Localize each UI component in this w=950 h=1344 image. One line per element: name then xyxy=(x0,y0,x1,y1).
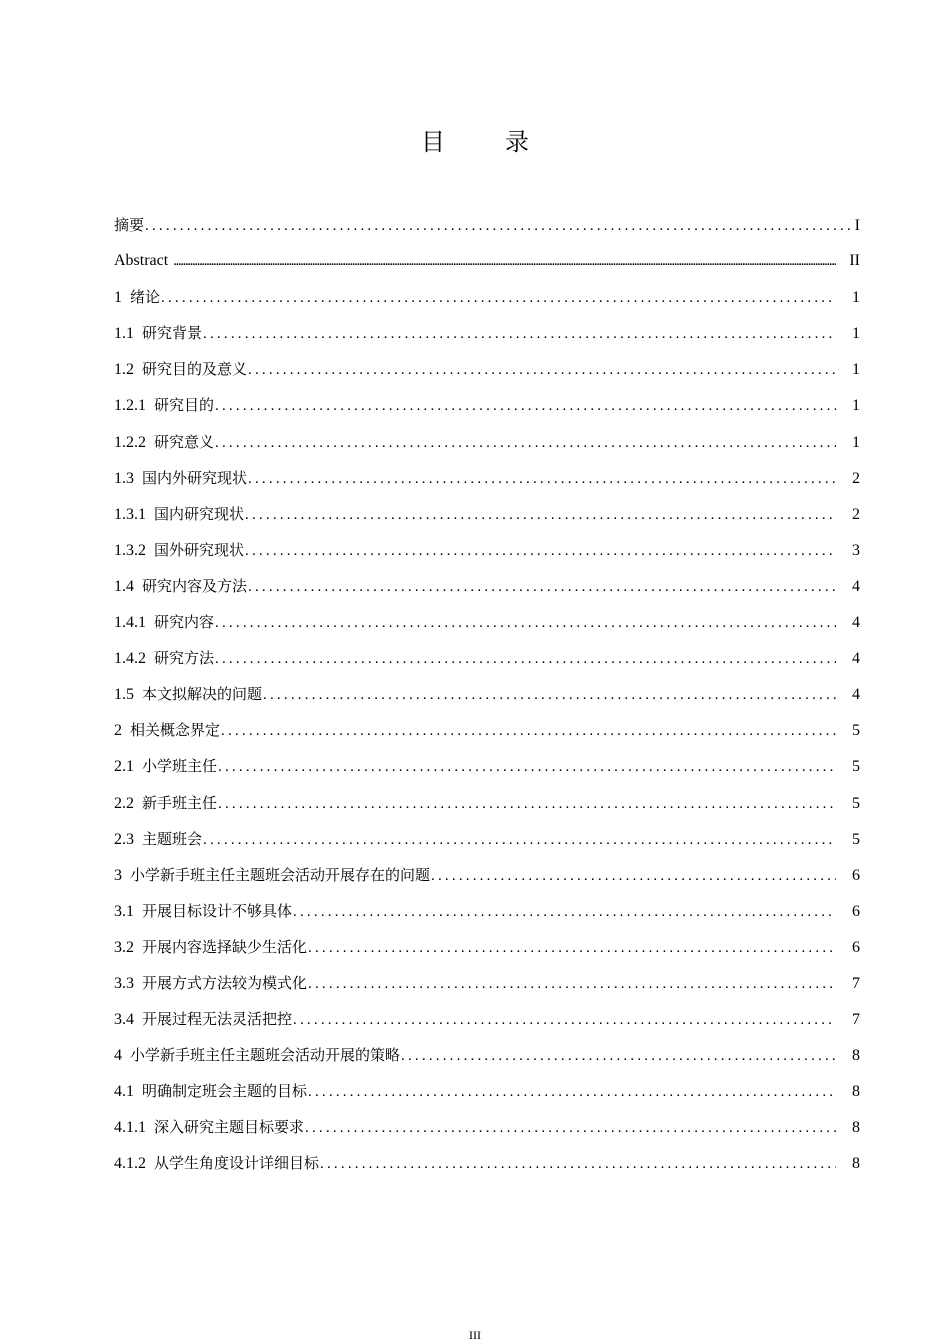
toc-dot-leader xyxy=(220,717,836,745)
toc-entry-number: 3 xyxy=(114,866,130,884)
toc-dot-leader xyxy=(214,429,836,457)
toc-entry-title: 开展方式方法较为模式化 xyxy=(142,973,308,992)
toc-entry-number: 1.2.1 xyxy=(114,397,154,415)
toc-dot-leader xyxy=(319,1150,836,1178)
toc-entry-page: 7 xyxy=(852,1011,860,1029)
toc-entry[interactable] xyxy=(114,1113,860,1149)
toc-entry[interactable] xyxy=(114,572,860,608)
toc-entry-page: 6 xyxy=(852,902,860,920)
toc-entry-title: 本文拟解决的问题 xyxy=(142,685,263,704)
toc-entry-title: 相关概念界定 xyxy=(130,721,221,740)
toc-dot-leader xyxy=(214,609,836,637)
toc-entry-title: 从学生角度设计详细目标 xyxy=(154,1154,320,1173)
toc-entry-page: 1 xyxy=(852,397,860,415)
toc-entry[interactable] xyxy=(114,716,860,752)
toc-entry-page: 4 xyxy=(852,650,860,668)
toc-dot-leader xyxy=(304,1114,836,1142)
toc-dot-leader xyxy=(214,392,836,420)
toc-entry[interactable] xyxy=(114,644,860,680)
toc-entry-title: 研究内容 xyxy=(154,613,215,632)
toc-dot-leader xyxy=(247,573,836,601)
toc-entry[interactable] xyxy=(114,897,860,933)
toc-entry-title: 开展过程无法灵活把控 xyxy=(142,1010,293,1029)
toc-entry[interactable] xyxy=(114,933,860,969)
toc-entry-number: 3.3 xyxy=(114,974,142,992)
toc-dot-leader xyxy=(307,934,836,962)
toc-entry-number: 1.3 xyxy=(114,469,142,487)
toc-entry[interactable] xyxy=(114,789,860,825)
toc-entry-page: 1 xyxy=(852,289,860,307)
toc-entry-title: Abstract xyxy=(114,252,173,270)
toc-entry-page: 8 xyxy=(852,1083,860,1101)
toc-entry-title: 开展内容选择缺少生活化 xyxy=(142,937,308,956)
toc-entry[interactable] xyxy=(114,1077,860,1113)
toc-entry-title: 绪论 xyxy=(130,288,161,307)
toc-entry-page: 1 xyxy=(852,325,860,343)
toc-entry-page: 6 xyxy=(852,866,860,884)
toc-entry-page: 5 xyxy=(852,830,860,848)
toc-dot-leader xyxy=(217,790,836,818)
toc-entry-number: 3.2 xyxy=(114,938,142,956)
toc-entry[interactable] xyxy=(114,969,860,1005)
toc-dot-leader xyxy=(307,1078,836,1106)
toc-entry-number: 1.4.1 xyxy=(114,614,154,632)
toc-entry-number: 1.2.2 xyxy=(114,433,154,451)
toc-entry-title: 摘要 xyxy=(114,216,145,234)
toc-entry[interactable] xyxy=(114,1041,860,1077)
toc-entry-title: 小学新手班主任主题班会活动开展的策略 xyxy=(130,1046,401,1065)
toc-entry-page: 6 xyxy=(852,938,860,956)
toc-entry-page: 5 xyxy=(852,794,860,812)
toc-entry-page: 2 xyxy=(852,469,860,487)
toc-entry-page: 8 xyxy=(852,1047,860,1065)
toc-dot-leader xyxy=(400,1042,836,1070)
toc-entry-number: 1.2 xyxy=(114,361,142,379)
toc-entry-number: 1.5 xyxy=(114,686,142,704)
toc-entry-title: 研究目的 xyxy=(154,396,215,415)
toc-dot-leader xyxy=(144,212,853,240)
toc-entry-number: 4.1.2 xyxy=(114,1155,154,1173)
toc-entry-title: 明确制定班会主题的目标 xyxy=(142,1082,308,1101)
toc-entry[interactable] xyxy=(114,391,860,427)
toc-entry[interactable] xyxy=(114,752,860,788)
toc-entry[interactable] xyxy=(114,536,860,572)
toc-entry[interactable] xyxy=(114,428,860,464)
toc-entry-title: 主题班会 xyxy=(142,829,203,848)
toc-entry-number: 3.1 xyxy=(114,902,142,920)
toc-dot-leader xyxy=(244,537,836,565)
toc-dot-leader xyxy=(217,753,836,781)
toc-dot-leader xyxy=(292,898,836,926)
toc-entry[interactable] xyxy=(114,247,860,283)
toc-entry[interactable] xyxy=(114,608,860,644)
toc-entry[interactable] xyxy=(114,861,860,897)
toc-dot-leader xyxy=(202,320,836,348)
toc-entry-title: 研究目的及意义 xyxy=(142,360,248,379)
table-of-contents xyxy=(114,211,860,1186)
toc-dot-leader xyxy=(430,862,836,890)
toc-entry-number: 1.3.2 xyxy=(114,541,154,559)
toc-entry-number: 4.1.1 xyxy=(114,1119,154,1137)
toc-entry-page: 7 xyxy=(852,974,860,992)
toc-dot-leader xyxy=(262,681,836,709)
toc-entry[interactable] xyxy=(114,680,860,716)
toc-dot-leader xyxy=(202,826,836,854)
toc-entry-page: 4 xyxy=(852,577,860,595)
toc-dot-leader xyxy=(247,356,836,384)
toc-entry-page: I xyxy=(854,217,860,234)
toc-entry-number: 2 xyxy=(114,722,130,740)
toc-entry-title: 研究背景 xyxy=(142,324,203,343)
toc-dot-leader xyxy=(307,970,836,998)
toc-dot-leader xyxy=(247,465,836,493)
toc-entry-title: 研究方法 xyxy=(154,649,215,668)
page-number: III xyxy=(469,1328,481,1342)
toc-entry-title: 国内外研究现状 xyxy=(142,468,248,487)
toc-entry-title: 深入研究主题目标要求 xyxy=(154,1118,305,1137)
toc-entry-number: 1.4 xyxy=(114,577,142,595)
toc-entry-number: 1.3.1 xyxy=(114,505,154,523)
toc-entry-page: 4 xyxy=(852,614,860,632)
toc-entry-title: 国内研究现状 xyxy=(154,504,245,523)
toc-entry-number: 4 xyxy=(114,1047,130,1065)
toc-entry-title: 研究内容及方法 xyxy=(142,576,248,595)
toc-dot-leader xyxy=(172,247,836,275)
toc-entry-page: 1 xyxy=(852,361,860,379)
toc-entry-page: 8 xyxy=(852,1119,860,1137)
toc-entry-number: 1.1 xyxy=(114,325,142,343)
toc-entry-number: 4.1 xyxy=(114,1083,142,1101)
toc-entry-page: 8 xyxy=(852,1155,860,1173)
toc-entry[interactable] xyxy=(114,211,860,247)
toc-entry-page: II xyxy=(849,252,860,270)
toc-entry-number: 2.3 xyxy=(114,830,142,848)
toc-entry-page: 5 xyxy=(852,758,860,776)
toc-entry[interactable] xyxy=(114,319,860,355)
toc-entry[interactable] xyxy=(114,1149,860,1185)
toc-entry-number: 3.4 xyxy=(114,1011,142,1029)
toc-dot-leader xyxy=(292,1006,836,1034)
toc-dot-leader xyxy=(244,501,836,529)
toc-title: 目 录 xyxy=(421,128,547,156)
toc-dot-leader xyxy=(160,284,836,312)
toc-entry[interactable] xyxy=(114,283,860,319)
toc-entry[interactable] xyxy=(114,500,860,536)
toc-entry[interactable] xyxy=(114,825,860,861)
toc-entry-page: 4 xyxy=(852,686,860,704)
toc-dot-leader xyxy=(214,645,836,673)
toc-entry[interactable] xyxy=(114,464,860,500)
toc-entry-page: 1 xyxy=(852,433,860,451)
toc-entry-page: 5 xyxy=(852,722,860,740)
toc-entry-page: 2 xyxy=(852,505,860,523)
toc-entry-title: 新手班主任 xyxy=(142,793,218,812)
toc-entry-title: 小学班主任 xyxy=(142,757,218,776)
toc-entry-page: 3 xyxy=(852,541,860,559)
toc-entry-number: 2.1 xyxy=(114,758,142,776)
toc-entry-number: 1.4.2 xyxy=(114,650,154,668)
toc-entry-title: 国外研究现状 xyxy=(154,540,245,559)
toc-entry[interactable] xyxy=(114,1005,860,1041)
toc-entry[interactable] xyxy=(114,355,860,391)
toc-entry-number: 2.2 xyxy=(114,794,142,812)
toc-entry-title: 开展目标设计不够具体 xyxy=(142,901,293,920)
toc-entry-title: 研究意义 xyxy=(154,432,215,451)
toc-entry-title: 小学新手班主任主题班会活动开展存在的问题 xyxy=(130,865,431,884)
toc-entry-number: 1 xyxy=(114,289,130,307)
